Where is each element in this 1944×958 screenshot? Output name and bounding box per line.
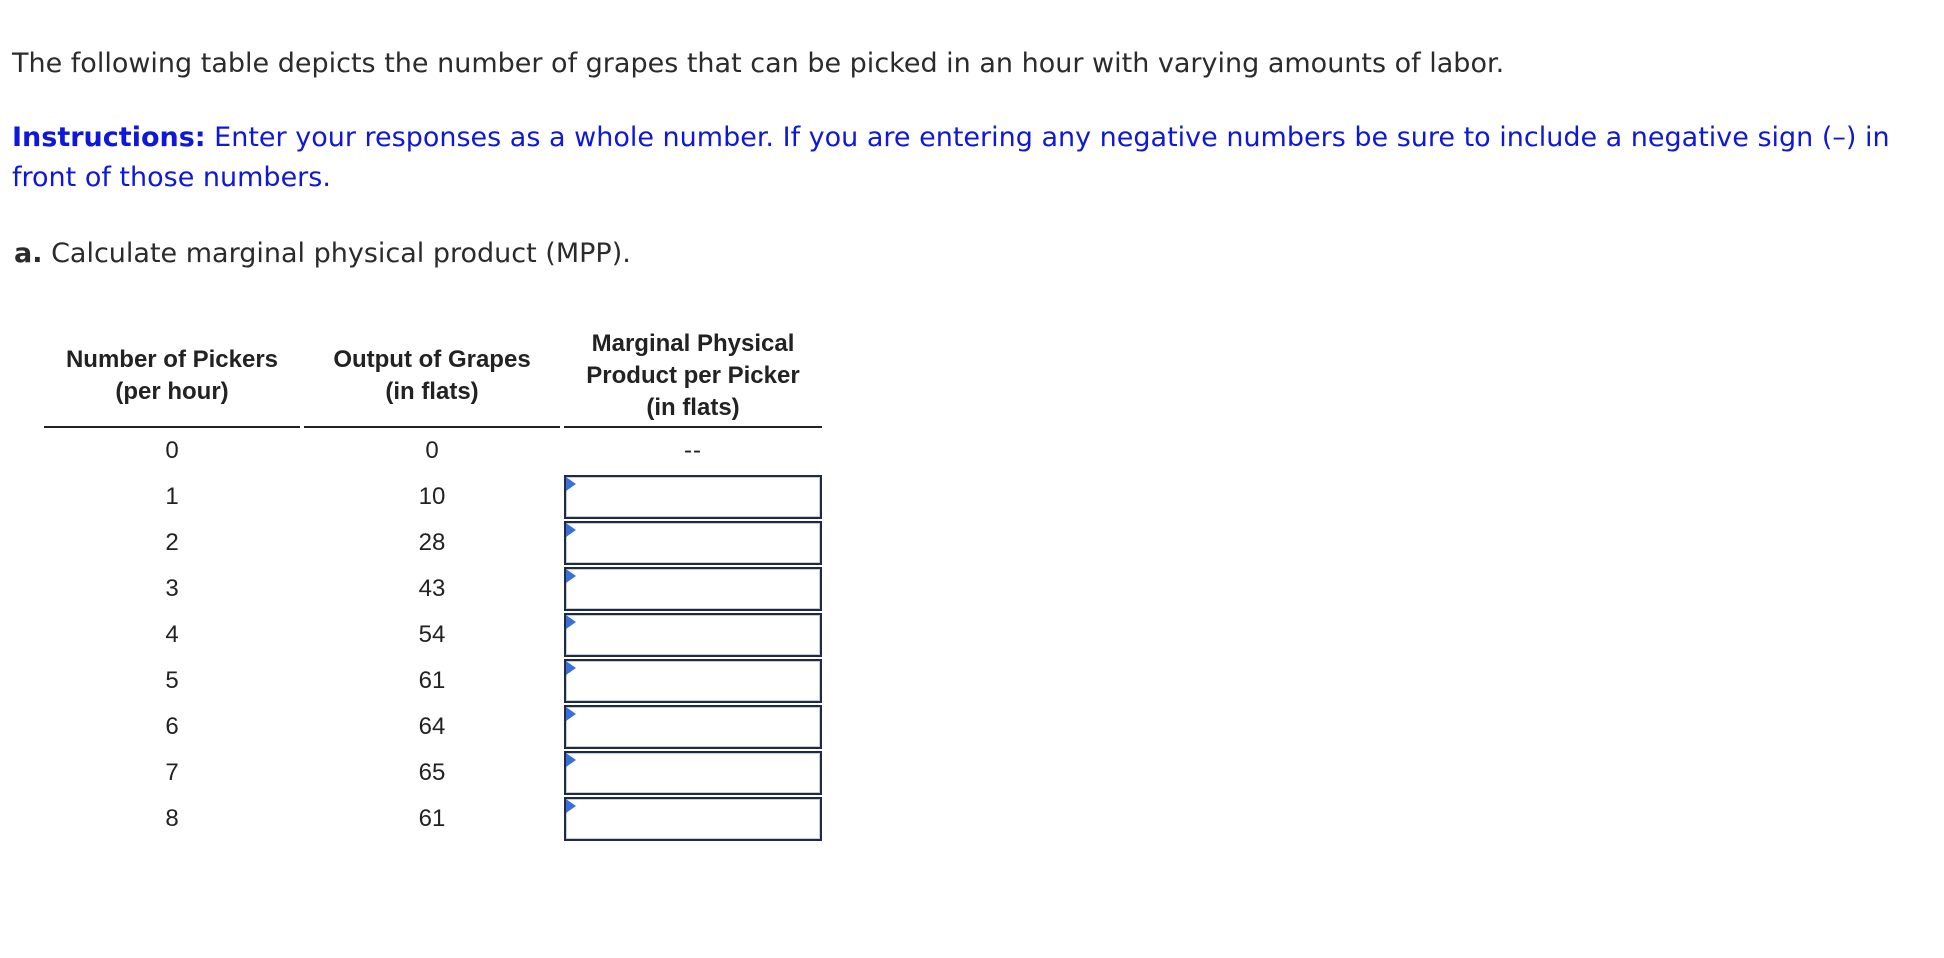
output-cell: 0 bbox=[425, 437, 439, 464]
answer-flag-icon bbox=[566, 753, 576, 767]
mpp-answer-field-wrapper bbox=[564, 475, 822, 519]
mpp-answer-input[interactable] bbox=[566, 753, 820, 793]
mpp-answer-input[interactable] bbox=[566, 661, 820, 701]
answer-flag-icon bbox=[566, 661, 576, 675]
mpp-answer-field-wrapper bbox=[564, 797, 822, 841]
table-row bbox=[44, 428, 822, 474]
pickers-cell: 8 bbox=[165, 805, 179, 832]
output-cell: 10 bbox=[418, 483, 446, 510]
mpp-answer-cell bbox=[564, 704, 822, 750]
pickers-cell: 3 bbox=[165, 575, 179, 602]
header-number-of-pickers bbox=[44, 326, 300, 428]
answer-flag-icon bbox=[566, 477, 576, 491]
instructions-text: Enter your responses as a whole number. If you are entering any negative numbers be sure to include a negative sign (–) in front of those numbers. bbox=[12, 122, 1890, 193]
table-row bbox=[44, 704, 822, 750]
header-output-line1: Output of Grapes bbox=[333, 346, 531, 373]
question-intro: The following table depicts the number of grapes that can be picked in an hour with varying amounts of labor. bbox=[12, 48, 1505, 79]
mpp-answer-cell bbox=[564, 612, 822, 658]
mpp-answer-field-wrapper bbox=[564, 659, 822, 703]
header-mpp-line2: Product per Picker bbox=[586, 362, 800, 389]
part-a-prompt bbox=[14, 234, 631, 274]
mpp-answer-field-wrapper bbox=[564, 567, 822, 611]
pickers-cell: 2 bbox=[165, 529, 179, 556]
mpp-answer-cell bbox=[564, 750, 822, 796]
output-cell: 43 bbox=[418, 575, 446, 602]
mpp-answer-input[interactable] bbox=[566, 615, 820, 655]
table-row bbox=[44, 612, 822, 658]
table-row bbox=[44, 750, 822, 796]
mpp-answer-field-wrapper bbox=[564, 613, 822, 657]
header-mpp-line3: (in flats) bbox=[646, 394, 740, 421]
mpp-answer-cell bbox=[564, 796, 822, 842]
table-row bbox=[44, 658, 822, 704]
output-cell: 54 bbox=[418, 621, 446, 648]
mpp-answer-input[interactable] bbox=[566, 477, 820, 517]
pickers-cell: 0 bbox=[165, 437, 179, 464]
output-cell: 61 bbox=[418, 805, 446, 832]
output-cell: 61 bbox=[418, 667, 446, 694]
output-cell: 64 bbox=[418, 713, 446, 740]
header-marginal-physical-product bbox=[564, 326, 822, 428]
output-cell: 28 bbox=[418, 529, 446, 556]
mpp-na-cell: -- bbox=[684, 437, 702, 464]
table-body bbox=[44, 428, 822, 842]
pickers-cell: 1 bbox=[165, 483, 179, 510]
header-output-of-grapes bbox=[304, 326, 560, 428]
pickers-cell: 4 bbox=[165, 621, 179, 648]
header-output-line2: (in flats) bbox=[385, 378, 479, 405]
header-mpp-line1: Marginal Physical bbox=[591, 330, 795, 357]
pickers-cell: 7 bbox=[165, 759, 179, 786]
mpp-answer-input[interactable] bbox=[566, 799, 820, 839]
mpp-answer-input[interactable] bbox=[566, 707, 820, 747]
table-row bbox=[44, 520, 822, 566]
instructions bbox=[12, 118, 1892, 198]
answer-flag-icon bbox=[566, 569, 576, 583]
mpp-table bbox=[44, 326, 822, 842]
answer-flag-icon bbox=[566, 523, 576, 537]
answer-flag-icon bbox=[566, 799, 576, 813]
mpp-answer-cell bbox=[564, 520, 822, 566]
mpp-answer-field-wrapper bbox=[564, 521, 822, 565]
answer-flag-icon bbox=[566, 615, 576, 629]
mpp-answer-input[interactable] bbox=[566, 569, 820, 609]
pickers-cell: 6 bbox=[165, 713, 179, 740]
table-row bbox=[44, 474, 822, 520]
output-cell: 65 bbox=[418, 759, 446, 786]
mpp-answer-cell bbox=[564, 474, 822, 520]
part-a-label: a. bbox=[14, 238, 43, 269]
mpp-answer-input[interactable] bbox=[566, 523, 820, 563]
mpp-answer-cell bbox=[564, 566, 822, 612]
pickers-cell: 5 bbox=[165, 667, 179, 694]
mpp-answer-cell bbox=[564, 658, 822, 704]
table-row bbox=[44, 566, 822, 612]
table-row bbox=[44, 796, 822, 842]
answer-flag-icon bbox=[566, 707, 576, 721]
mpp-answer-field-wrapper bbox=[564, 705, 822, 749]
instructions-label: Instructions: bbox=[12, 122, 206, 153]
header-pickers-line2: (per hour) bbox=[115, 378, 229, 405]
header-pickers-line1: Number of Pickers bbox=[65, 346, 279, 373]
table-header-row bbox=[44, 326, 822, 428]
mpp-answer-field-wrapper bbox=[564, 751, 822, 795]
part-a-text: Calculate marginal physical product (MPP). bbox=[42, 238, 631, 269]
